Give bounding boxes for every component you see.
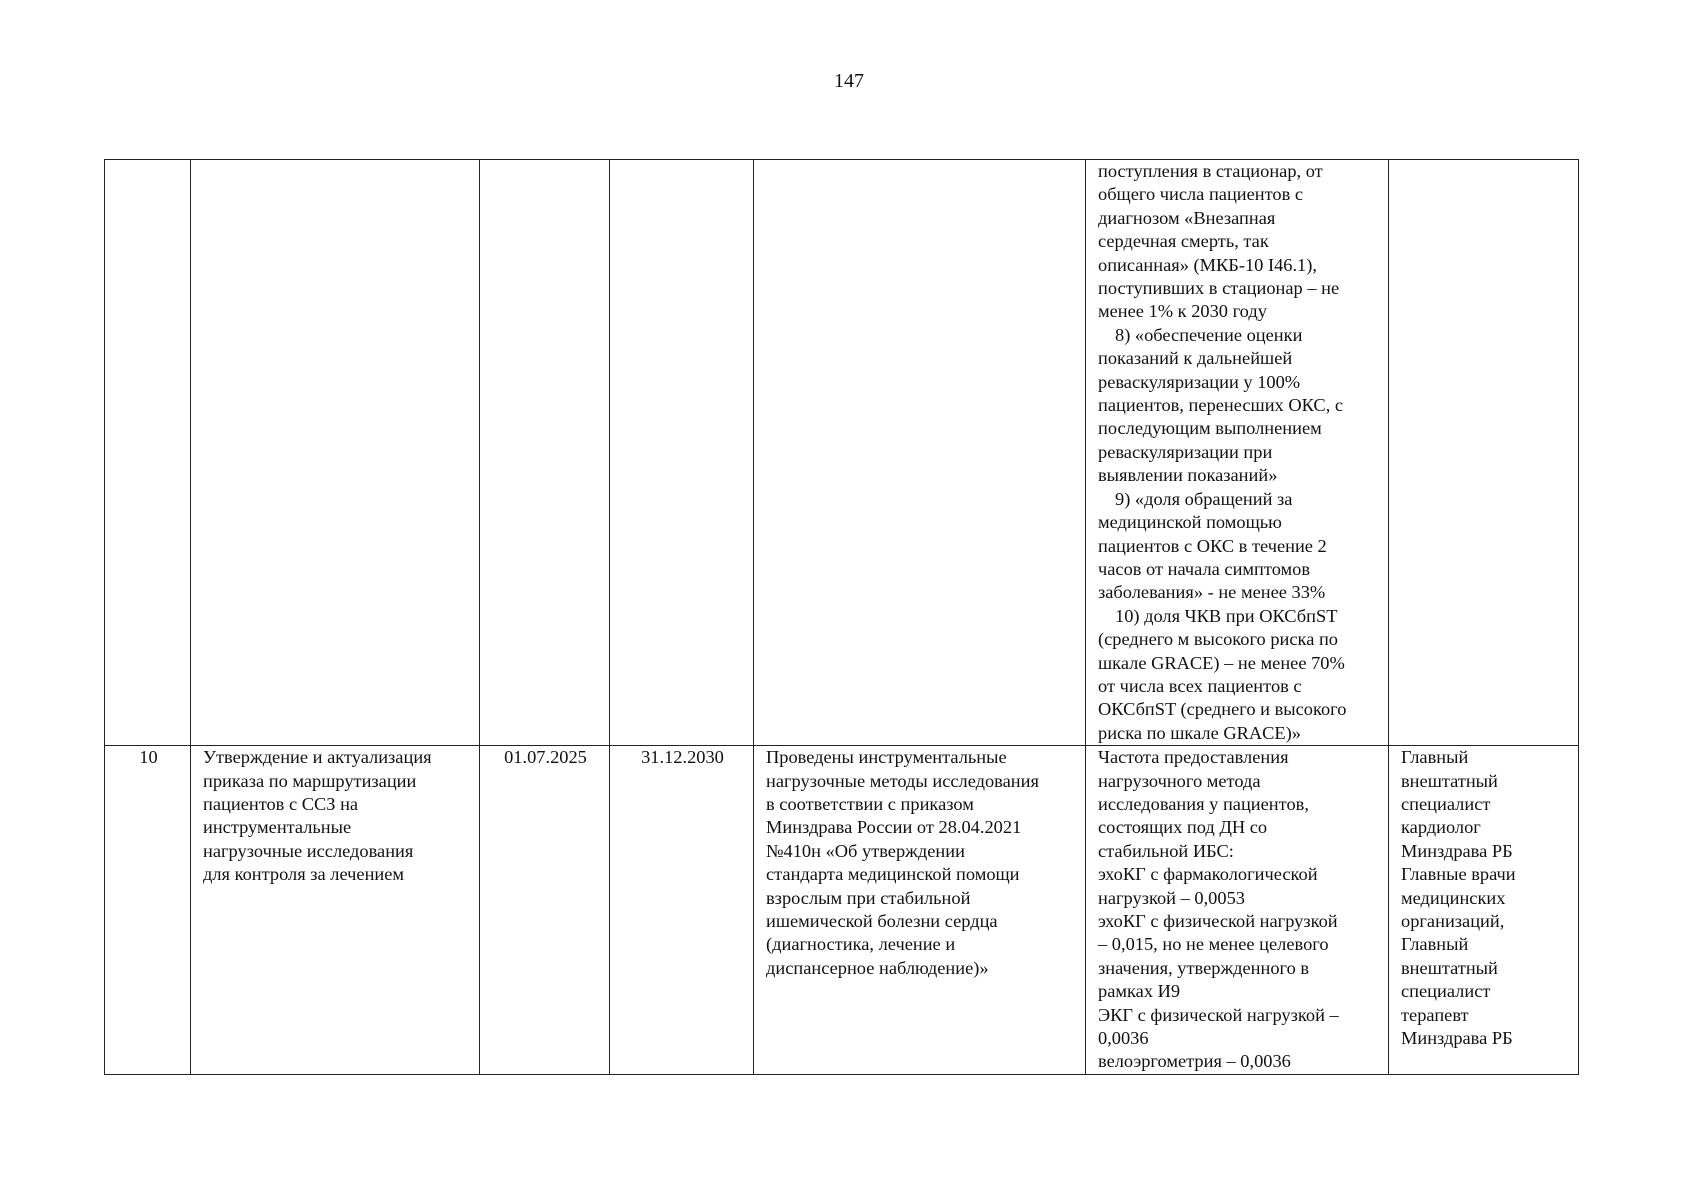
- text-line: приказа по маршрутизации: [203, 770, 417, 791]
- cell-result: [754, 746, 1086, 1075]
- text-line: 8) «обеспечение оценки: [1115, 324, 1303, 345]
- text-line: Минздрава РБ: [1401, 1028, 1513, 1049]
- text-line: эхоКГ с физической нагрузкой: [1098, 911, 1338, 931]
- text-line: последующим выполнением: [1098, 418, 1322, 439]
- text-line: пациентов, перенесших ОКС, с: [1098, 395, 1344, 416]
- text-line: специалист: [1401, 981, 1491, 1002]
- page-number: 147: [834, 70, 864, 92]
- cell-result: [754, 160, 1086, 746]
- text-line: 10) доля ЧКВ при ОКСбпST: [1115, 605, 1338, 626]
- text-line: показаний к дальнейшей: [1098, 348, 1293, 369]
- text-line: исследования у пациентов,: [1098, 793, 1309, 814]
- cell-start-date: [480, 160, 610, 746]
- cell-number: [105, 160, 191, 746]
- text-line: общего числа пациентов с: [1098, 184, 1304, 205]
- text-line: внештатный: [1401, 957, 1498, 978]
- text-line: пациентов с ОКС в течение 2: [1098, 535, 1327, 556]
- cell-responsible: [1389, 160, 1579, 746]
- text-line: ОКСбпST (среднего и высокого: [1098, 699, 1347, 720]
- text-line: Главный: [1401, 747, 1469, 768]
- text-line: специалист: [1401, 793, 1491, 814]
- text-line: поступления в стационар, от: [1098, 161, 1323, 181]
- text-line: организаций,: [1401, 911, 1505, 931]
- text-line: реваскуляризации у 100%: [1098, 371, 1301, 392]
- table-row: [105, 746, 1579, 1075]
- text-line: Минздрава РБ: [1401, 840, 1513, 861]
- text-line: Главный: [1401, 934, 1469, 955]
- text-line: Минздрава России от 28.04.2021: [766, 817, 1022, 838]
- text-line: терапевт: [1401, 1004, 1469, 1025]
- text-line: часов от начала симптомов: [1098, 558, 1311, 579]
- activity-table: [104, 159, 1579, 1075]
- text-line: от числа всех пациентов с: [1098, 675, 1302, 696]
- text-line: нагрузочные исследования: [203, 840, 414, 861]
- text-line: ишемической болезни сердца: [766, 911, 998, 931]
- cell-end-date: 31.12.2030: [610, 746, 754, 1075]
- text-line: пациентов с ССЗ на: [203, 793, 359, 814]
- cell-event: [191, 160, 480, 746]
- text-line: шкале GRACE) – не менее 70%: [1098, 652, 1345, 673]
- text-line: стандарта медицинской помощи: [766, 864, 1020, 885]
- cell-indicator: [1086, 160, 1389, 746]
- text-line: ЭКГ с физической нагрузкой –: [1098, 1004, 1339, 1025]
- text-line: Утверждение и актуализация: [203, 747, 432, 768]
- text-line: нагрузочного метода: [1098, 770, 1261, 791]
- text-line: инструментальные: [203, 817, 352, 838]
- text-line: внештатный: [1401, 770, 1498, 791]
- text-line: – 0,015, но не менее целевого: [1098, 934, 1329, 955]
- text-line: поступивших в стационар – не: [1098, 278, 1340, 299]
- text-line: (диагностика, лечение и: [766, 934, 956, 955]
- text-line: велоэргометрия – 0,0036: [1098, 1051, 1291, 1072]
- text-line: менее 1% к 2030 году: [1098, 301, 1267, 322]
- text-line: выявлении показаний»: [1098, 465, 1278, 486]
- cell-number: 10: [105, 746, 191, 1075]
- text-line: стабильной ИБС:: [1098, 840, 1234, 861]
- text-line: реваскуляризации при: [1098, 441, 1273, 462]
- text-line: Частота предоставления: [1098, 747, 1289, 768]
- cell-start-date: 01.07.2025: [480, 746, 610, 1075]
- text-line: №410н «Об утверждении: [766, 840, 965, 861]
- text-line: эхоКГ с фармакологической: [1098, 864, 1318, 885]
- cell-event: [191, 746, 480, 1075]
- text-line: взрослым при стабильной: [766, 887, 971, 908]
- text-line: медицинских: [1401, 887, 1506, 908]
- text-line: нагрузочные методы исследования: [766, 770, 1039, 791]
- text-line: рамках И9: [1098, 981, 1181, 1002]
- text-line: (среднего м высокого риска по: [1098, 629, 1339, 650]
- text-line: в соответствии с приказом: [766, 793, 974, 814]
- text-line: значения, утвержденного в: [1098, 957, 1310, 978]
- text-line: описанная» (МКБ-10 I46.1),: [1098, 254, 1317, 275]
- text-line: состоящих под ДН со: [1098, 817, 1268, 838]
- text-line: нагрузкой – 0,0053: [1098, 887, 1245, 908]
- text-line: заболевания» - не менее 33%: [1098, 582, 1326, 603]
- text-line: 0,0036: [1098, 1028, 1149, 1049]
- text-line: медицинской помощью: [1098, 512, 1282, 533]
- text-line: Главные врачи: [1401, 864, 1516, 885]
- text-line: сердечная смерть, так: [1098, 231, 1269, 252]
- cell-responsible: [1389, 746, 1579, 1075]
- text-line: риска по шкале GRACE)»: [1098, 722, 1301, 743]
- text-line: для контроля за лечением: [203, 864, 405, 885]
- cell-end-date: [610, 160, 754, 746]
- text-line: кардиолог: [1401, 817, 1481, 838]
- cell-indicator: [1086, 746, 1389, 1075]
- text-line: 9) «доля обращений за: [1115, 488, 1293, 509]
- table-row-continuation: [105, 160, 1579, 746]
- text-line: Проведены инструментальные: [766, 747, 1007, 768]
- text-line: диагнозом «Внезапная: [1098, 207, 1276, 228]
- text-line: диспансерное наблюдение)»: [766, 957, 989, 978]
